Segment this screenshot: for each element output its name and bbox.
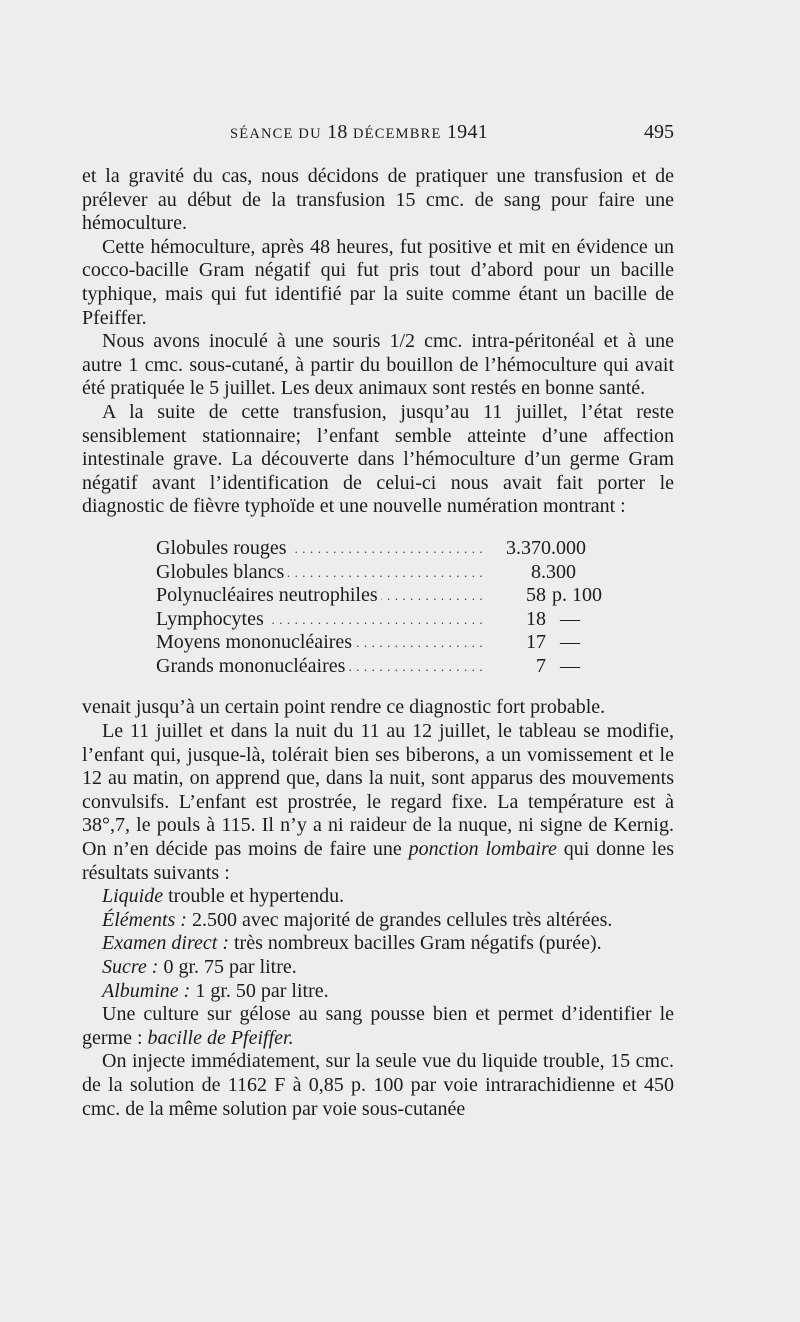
count-unit: — — [560, 607, 580, 630]
count-value: 3.370.000 — [506, 536, 586, 559]
csf-result-line — [82, 932, 674, 956]
csf-label: Examen direct : — [102, 932, 229, 955]
count-unit: — — [560, 631, 580, 654]
table-row — [156, 608, 602, 632]
paragraph-7-text: Une culture sur gélose au sang pousse bien et permet d’identifier le germe : — [82, 1003, 674, 1049]
csf-result-line — [82, 980, 674, 1004]
count-label: Moyens mononucléaires — [156, 631, 355, 653]
count-value: 7 — [536, 654, 546, 677]
count-label: Polynucléaires neutrophiles — [156, 584, 381, 606]
count-unit: p. 100 — [552, 584, 602, 607]
csf-text: trouble et hypertendu. — [168, 885, 345, 908]
csf-label: Liquide — [102, 885, 164, 908]
table-row — [156, 655, 602, 679]
count-value: 58 — [526, 584, 546, 607]
paragraph-7 — [82, 1003, 674, 1050]
paragraph-6-text: Le 11 juillet et dans la nuit du 11 au 12 juillet, le tableau se modifie, l’enfant qui, jusque-là, tolérait bien ses biberons, a un vomissement et le 12 au matin, on apprend que, dans la nuit, sont apparus des mouvements convulsifs. L’enfant est prostrée, le regard fixe. La température est à 38°,7, le pouls à 115. Il n’y a ni raideur de la nuque, ni signe de Kernig. On n’en décide pas moins de faire une — [82, 720, 674, 861]
page-number: 495 — [644, 121, 674, 143]
paragraph-5: venait jusqu’à un certain point rendre ce diagnostic fort probable. — [82, 696, 606, 719]
csf-result-line — [82, 885, 674, 909]
count-value: 8.300 — [531, 560, 576, 583]
table-row — [156, 584, 602, 608]
count-unit: — — [560, 654, 580, 677]
title-year: 1941 — [446, 121, 489, 143]
csf-text: 0 gr. 75 par litre. — [163, 956, 297, 978]
paragraph-6-text-end: qui donne les résultats suivants : — [82, 838, 675, 884]
count-label: Globules rouges — [156, 537, 290, 559]
csf-text: 1 gr. 50 par litre. — [195, 979, 329, 1002]
csf-label: Éléments : — [102, 908, 187, 931]
paragraph-3: Nous avons inoculé à une souris 1/2 cmc. intra-péritonéal et à une autre 1 cmc. sous-cutané, à partir du bouillon de l’hémoculture qui avait été pratiquée le 5 juillet. Les deux animaux sont restés en bonne santé. — [82, 330, 674, 400]
title-prefix: SÉANCE DU — [230, 126, 322, 142]
title-month: DÉCEMBRE — [353, 126, 442, 142]
paragraph-8: On injecte immédiatement, sur la seule vue du liquide trouble, 15 cmc. de la solution de 1162 F à 0,85 p. 100 par voie intrarachidienne et 450 cmc. de la même solution par voie sous-cutanée — [82, 1050, 674, 1120]
csf-label: Albumine : — [102, 979, 191, 1002]
csf-result-line — [82, 909, 674, 933]
table-row — [156, 561, 602, 585]
paragraph-1: et la gravité du cas, nous décidons de pratiquer une transfusion et de prélever au début de la transfusion 15 cmc. de sang pour faire une hémoculture. — [82, 165, 674, 235]
csf-result-line — [82, 956, 674, 980]
title-day: 18 — [327, 121, 348, 143]
count-label: Lymphocytes — [156, 608, 267, 630]
count-value: 17 — [526, 631, 546, 654]
count-label: Globules blancs — [156, 561, 287, 583]
paragraph-4: A la suite de cette transfusion, jusqu’au 11 juillet, l’état reste sensiblement stationnaire; l’enfant semble atteinte d’une affection intestinale grave. La découverte dans l’hémoculture d’un germe Gram négatif avant l’identification de celui-ci nous avait fait porter le diagnostic de fièvre typhoïde et une nouvelle numération montrant : — [82, 400, 674, 518]
count-label: Grands mononucléaires — [156, 655, 348, 677]
running-title — [230, 121, 488, 144]
body-text — [82, 165, 674, 1121]
csf-text: 2.500 avec majorité de grandes cellules très altérées. — [191, 908, 613, 931]
paragraph-6 — [82, 720, 674, 885]
table-row — [156, 631, 602, 655]
csf-text: très nombreux bacilles Gram négatifs (purée). — [233, 932, 602, 955]
table-row — [156, 537, 602, 561]
count-value: 18 — [526, 607, 546, 630]
paragraph-6-italic: ponction lombaire — [408, 838, 557, 861]
csf-label: Sucre : — [102, 956, 159, 978]
paragraph-7-italic: bacille de Pfeiffer. — [147, 1026, 294, 1049]
blood-count-table — [156, 537, 602, 679]
paragraph-2: Cette hémoculture, après 48 heures, fut positive et mit en évidence un cocco-bacille Gram négatif qui fut pris tout d’abord pour un bacille typhique, mais qui fut identifié par la suite comme étant un bacille de Pfeiffer. — [82, 235, 674, 329]
running-head — [82, 121, 674, 147]
